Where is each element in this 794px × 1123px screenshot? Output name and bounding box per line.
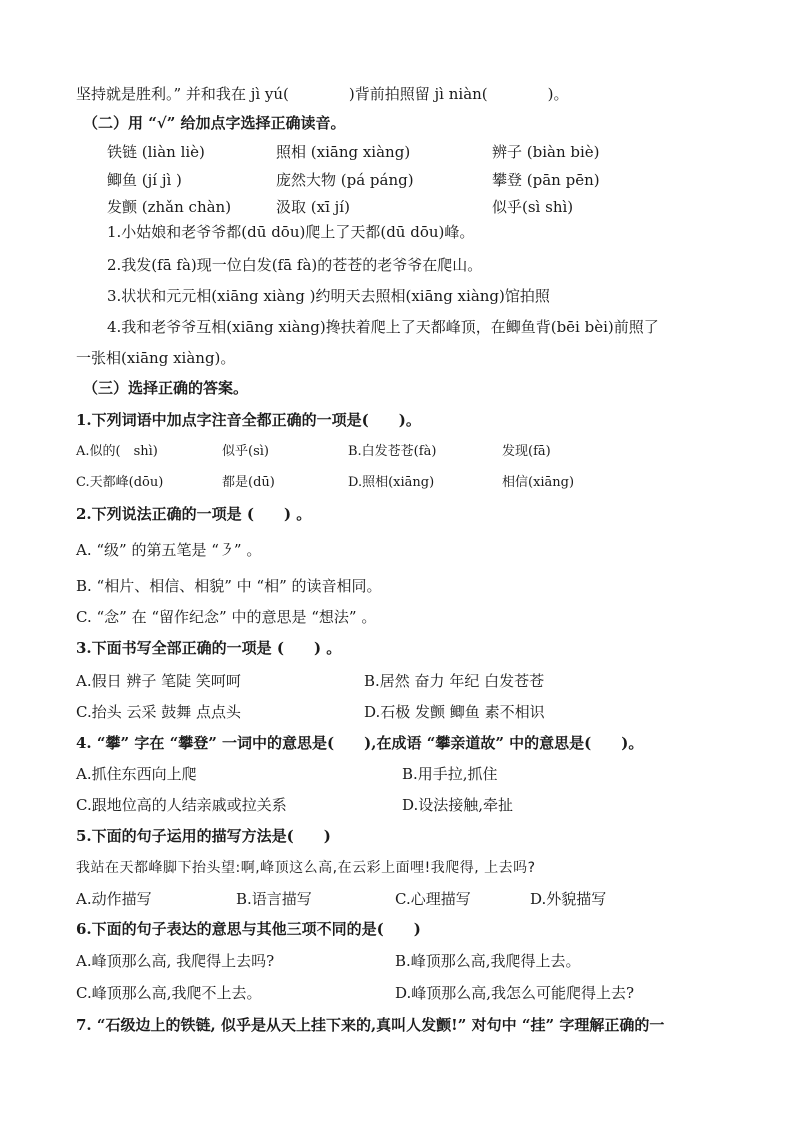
q1-option: B.白发苍苍(fà)	[348, 444, 437, 459]
sentence-1: 1.小姑娘和老爷爷都(dū dōu)爬上了天都(dū dōu)峰。	[107, 223, 475, 241]
q6-option: C.峰顶那么高,我爬不上去。	[76, 984, 262, 1002]
word-item: 庞然大物 (pá páng)	[276, 171, 414, 189]
sentence-4: 4.我和老爷爷互相(xiāng xiàng)搀扶着爬上了天都峰顶，在鲫鱼背(bēi bèi)前照了	[107, 318, 659, 336]
q2-option-a: A. “级” 的第五笔是 “㇋” 。	[76, 541, 262, 559]
q2-option-b: B. “相片、相信、相貌” 中 “相” 的读音相同。	[76, 577, 382, 595]
section3-heading: （三）选择正确的答案。	[83, 379, 249, 397]
word-item: 铁链 (liàn liè)	[107, 143, 205, 161]
sentence-3: 3.状状和元元相(xiāng xiàng )约明天去照相(xiāng xiàng)馆拍照	[107, 287, 550, 305]
word-item: 汲取 (xī jí)	[276, 198, 350, 216]
word-item: 发颤 (zhǎn chàn)	[107, 198, 232, 216]
q4-option: B.用手拉,抓住	[402, 765, 498, 783]
q1-option: C.天都峰(dōu)	[76, 475, 164, 490]
top-line: 坚持就是胜利。” 并和我在 jì yú( )背前拍照留 jì niàn( )。	[76, 85, 569, 103]
q4-stem: 4. “攀” 字在 “攀登” 一词中的意思是( ),在成语 “攀亲道故” 中的意思是( )。	[76, 734, 644, 752]
q3-option: C.抬头 云采 鼓舞 点点头	[76, 703, 242, 721]
q1-stem: 1.下列词语中加点字注音全都正确的一项是( )。	[76, 411, 421, 429]
q3-option: B.居然 奋力 年纪 白发苍苍	[364, 672, 545, 690]
q6-option: B.峰顶那么高,我爬得上去。	[395, 952, 581, 970]
q5-quote: 我站在天都峰脚下抬头望:啊,峰顶这么高,在云彩上面哩!我爬得, 上去吗?	[76, 860, 536, 876]
q6-stem: 6.下面的句子表达的意思与其他三项不同的是( )	[76, 920, 421, 938]
section2-heading: （二）用 “√” 给加点字选择正确读音。	[83, 114, 346, 132]
q4-option: D.设法接触,牵扯	[402, 796, 514, 814]
q1-option: 似乎(sì)	[222, 444, 269, 459]
q6-option: A.峰顶那么高, 我爬得上去吗?	[76, 952, 275, 970]
word-item: 似乎(sì shì)	[492, 198, 574, 216]
q5-stem: 5.下面的句子运用的描写方法是( )	[76, 827, 331, 845]
q2-option-c: C. “念” 在 “留作纪念” 中的意思是 “想法” 。	[76, 608, 377, 626]
q1-option: 发现(fā)	[502, 444, 551, 459]
q3-stem: 3.下面书写全部正确的一项是 ( ) 。	[76, 639, 342, 657]
word-item: 攀登 (pān pēn)	[492, 171, 600, 189]
q5-option: C.心理描写	[395, 890, 471, 908]
sentence-4-cont: 一张相(xiāng xiàng)。	[76, 349, 236, 367]
q4-option: A.抓住东西向上爬	[76, 765, 197, 783]
q1-option: A.似的( shì)	[76, 444, 158, 459]
q6-option: D.峰顶那么高,我怎么可能爬得上去?	[395, 984, 635, 1002]
word-item: 鲫鱼 (jí jì )	[107, 171, 182, 189]
q3-option: D.石极 发颤 鲫鱼 素不相识	[364, 703, 545, 721]
q5-option: A.动作描写	[76, 890, 152, 908]
word-item: 辨子 (biàn biè)	[492, 143, 600, 161]
q5-option: D.外貌描写	[530, 890, 607, 908]
q5-option: B.语言描写	[236, 890, 312, 908]
sentence-2: 2.我发(fā fà)现一位白发(fā fà)的苍苍的老爷爷在爬山。	[107, 256, 483, 274]
q2-stem: 2.下列说法正确的一项是 ( ) 。	[76, 505, 312, 523]
q7-stem: 7. “石级边上的铁链, 似乎是从天上挂下来的,真叫人发颤!” 对句中 “挂” 字理解正确的一	[76, 1016, 665, 1034]
q4-option: C.跟地位高的人结亲戚或拉关系	[76, 796, 287, 814]
q1-option: 都是(dū)	[222, 475, 275, 490]
q3-option: A.假日 辨子 笔陡 笑呵呵	[76, 672, 241, 690]
q1-option: D.照相(xiāng)	[348, 475, 435, 490]
q1-option: 相信(xiāng)	[502, 475, 575, 490]
word-item: 照相 (xiāng xiàng)	[276, 143, 411, 161]
